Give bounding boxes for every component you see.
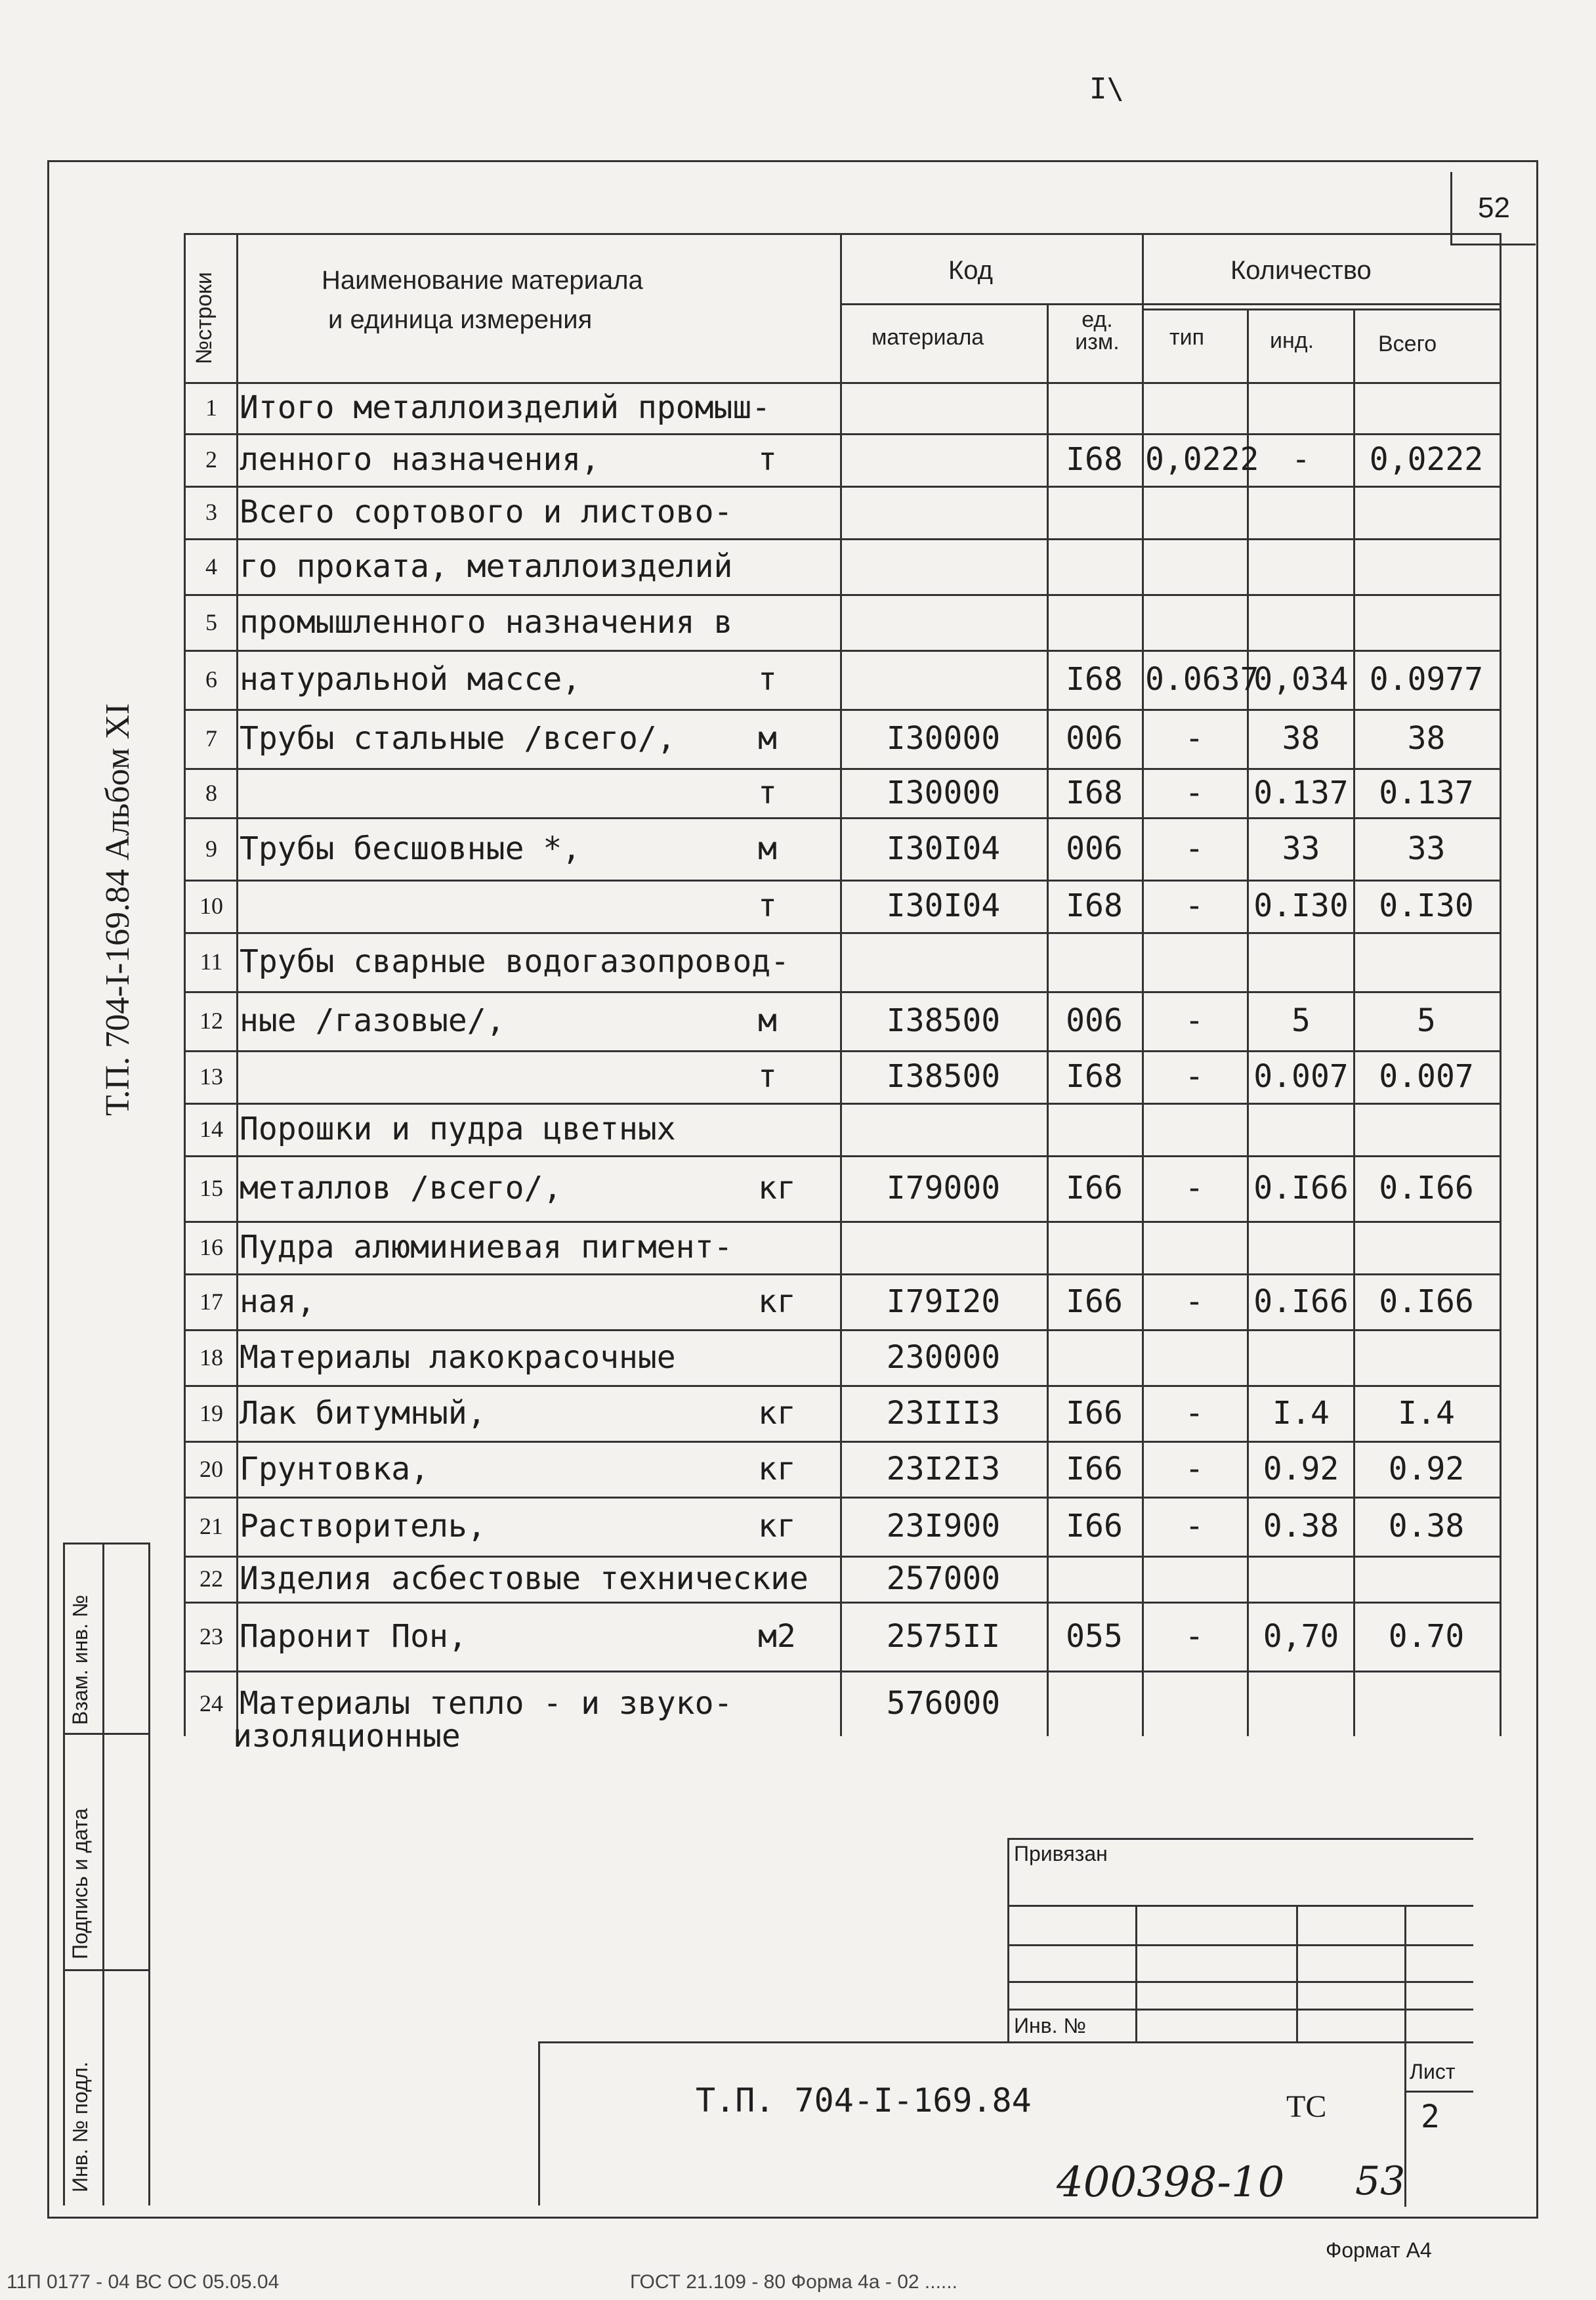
row-name: металлов /всего/, xyxy=(240,1170,562,1206)
row-qty-type: - xyxy=(1185,887,1204,924)
row-code: I79I20 xyxy=(886,1283,1001,1320)
row-qty-ind: 5 xyxy=(1292,1002,1311,1039)
header-quantity: Количество xyxy=(1230,256,1372,285)
row-qty-total: 33 xyxy=(1407,830,1446,867)
row-unit-code: I66 xyxy=(1066,1394,1123,1432)
header-qty-ind: инд. xyxy=(1270,328,1314,353)
row-number: 1 xyxy=(205,394,217,421)
row-number: 8 xyxy=(205,779,217,806)
header-name: Наименование материала xyxy=(322,266,643,295)
stamp-number: 400398-10 xyxy=(1057,2158,1285,2207)
row-number: 18 xyxy=(200,1344,223,1371)
header-qty-total: Всего xyxy=(1378,331,1437,356)
row-qty-type: 0.0637 xyxy=(1145,661,1259,698)
row-number: 5 xyxy=(205,608,217,635)
row-qty-ind: - xyxy=(1292,441,1311,478)
tb-sheet-no: 2 xyxy=(1421,2098,1440,2135)
row-name: промышленного назначения в xyxy=(240,603,733,641)
row-qty-total: 0.I30 xyxy=(1379,887,1474,924)
row-unit-code: 006 xyxy=(1066,830,1123,867)
row-unit-code: I68 xyxy=(1066,661,1123,698)
row-code: I38500 xyxy=(886,1002,1001,1039)
row-name: Растворитель, xyxy=(240,1508,486,1544)
row-qty-total: I.4 xyxy=(1398,1394,1455,1432)
row-qty-ind: 0.I30 xyxy=(1253,887,1349,924)
row-qty-ind: 0.92 xyxy=(1263,1450,1339,1487)
header-row-no: №строки xyxy=(192,272,217,364)
row-unit-code: I68 xyxy=(1066,441,1123,478)
row-number: 14 xyxy=(200,1116,223,1142)
row-code: I30I04 xyxy=(886,830,1001,867)
row-qty-type: - xyxy=(1185,1394,1204,1432)
row-name: Паронит Пон, xyxy=(240,1617,467,1655)
row-unit-code: I68 xyxy=(1066,1058,1123,1095)
row-name: го проката, металлоизделий xyxy=(240,547,733,585)
row-qty-type: 0,0222 xyxy=(1145,441,1259,478)
row-unit: кг xyxy=(758,1508,796,1544)
row-unit: кг xyxy=(758,1450,796,1487)
header-qty-type: тип xyxy=(1169,325,1204,350)
row-unit-code: I66 xyxy=(1066,1508,1123,1544)
row-qty-type: - xyxy=(1185,720,1204,757)
row-name: натуральной массе, xyxy=(240,661,581,698)
row-code: I30000 xyxy=(886,774,1001,811)
row-unit: кг xyxy=(758,1394,796,1432)
row-qty-total: 5 xyxy=(1417,1002,1436,1039)
tb-doc-code: Т.П. 704-I-169.84 xyxy=(696,2081,1032,2119)
row-number: 13 xyxy=(200,1063,223,1090)
row-number: 3 xyxy=(205,499,217,525)
row-qty-ind: 0.38 xyxy=(1263,1508,1339,1544)
row-number: 17 xyxy=(200,1288,223,1315)
row-name: Изделия асбестовые технические xyxy=(240,1560,808,1597)
row-name: Грунтовка, xyxy=(240,1450,429,1487)
format-label: Формат А4 xyxy=(1326,2238,1432,2262)
row-qty-type: - xyxy=(1185,774,1204,811)
row-name: Трубы сварные водогазопровод- xyxy=(240,943,790,980)
row-number: 22 xyxy=(200,1565,223,1592)
row-name: Материалы тепло - и звуко- xyxy=(240,1685,733,1722)
row-code: 257000 xyxy=(886,1560,1001,1597)
row-unit-code: I66 xyxy=(1066,1170,1123,1206)
row-unit: м2 xyxy=(758,1617,796,1655)
row-name: Порошки и пудра цветных xyxy=(240,1111,676,1147)
row-qty-ind: 0.007 xyxy=(1253,1058,1349,1095)
row-name: Лак битумный, xyxy=(240,1394,486,1432)
row-name: ные /газовые/, xyxy=(240,1002,505,1039)
row-code: 230000 xyxy=(886,1338,1001,1376)
row-name: Трубы стальные /всего/, xyxy=(240,720,676,757)
row-unit-code: 006 xyxy=(1066,1002,1123,1039)
row-unit: м xyxy=(758,720,777,757)
row-number: 4 xyxy=(205,553,217,580)
row-qty-total: 0.38 xyxy=(1388,1508,1465,1544)
row-number: 20 xyxy=(200,1455,223,1482)
row-qty-type: - xyxy=(1185,830,1204,867)
row-qty-ind: 0,70 xyxy=(1263,1617,1339,1655)
row-unit: м xyxy=(758,830,777,867)
row-name: ная, xyxy=(240,1283,316,1320)
row-qty-total: 0.I66 xyxy=(1379,1170,1474,1206)
header-name-2: и единица измерения xyxy=(328,305,593,334)
row-qty-type: - xyxy=(1185,1508,1204,1544)
stamp-podpis: Подпись и дата xyxy=(68,1808,92,1959)
row-qty-ind: 0.I66 xyxy=(1253,1283,1349,1320)
row-number: 24 xyxy=(200,1690,223,1716)
row-number: 21 xyxy=(200,1513,223,1539)
row-qty-total: 0.137 xyxy=(1379,774,1474,811)
row-qty-type: - xyxy=(1185,1617,1204,1655)
row-unit: т xyxy=(758,774,777,811)
row-name: Пудра алюминиевая пигмент- xyxy=(240,1229,733,1266)
row-code: 23III3 xyxy=(886,1394,1001,1432)
row-number: 6 xyxy=(205,666,217,692)
row-unit-code: I66 xyxy=(1066,1283,1123,1320)
row-qty-ind: 0.137 xyxy=(1253,774,1349,811)
row-qty-type: - xyxy=(1185,1058,1204,1095)
header-code: Код xyxy=(948,256,994,285)
row-number: 19 xyxy=(200,1399,223,1426)
row-qty-type: - xyxy=(1185,1170,1204,1206)
row-unit: т xyxy=(758,887,777,924)
row-qty-type: - xyxy=(1185,1002,1204,1039)
row-unit-code: 006 xyxy=(1066,720,1123,757)
row-number: 2 xyxy=(205,446,217,473)
row-number: 12 xyxy=(200,1008,223,1034)
row-unit: т xyxy=(758,1058,777,1095)
row-unit: кг xyxy=(758,1283,796,1320)
row-unit: м xyxy=(758,1002,777,1039)
row-qty-total: 0.70 xyxy=(1388,1617,1465,1655)
row-qty-total: 0.92 xyxy=(1388,1450,1465,1487)
row-qty-ind: I.4 xyxy=(1272,1394,1330,1432)
footer-center: ГОСТ 21.109 - 80 Форма 4а - 02 ...... xyxy=(630,2271,957,2293)
row-unit-code: I68 xyxy=(1066,887,1123,924)
tb-mark: ТС xyxy=(1286,2089,1327,2124)
row-code: I30000 xyxy=(886,720,1001,757)
row-unit: кг xyxy=(758,1170,796,1206)
row-qty-total: 0.I66 xyxy=(1379,1283,1474,1320)
row-number: 10 xyxy=(200,893,223,919)
row-code: 23I2I3 xyxy=(886,1450,1001,1487)
row-qty-ind: 0,034 xyxy=(1253,661,1349,698)
row-name: Итого металлоизделий промыш- xyxy=(240,389,771,426)
row-number: 15 xyxy=(200,1175,223,1201)
row-qty-type: - xyxy=(1185,1450,1204,1487)
row-code: I79000 xyxy=(886,1170,1001,1206)
row-name: Трубы бесшовные *, xyxy=(240,830,581,867)
row-number: 9 xyxy=(205,835,217,862)
header-code-material: материала xyxy=(872,325,984,350)
row-unit: т xyxy=(758,441,777,478)
row-code: I30I04 xyxy=(886,887,1001,924)
row-qty-ind: 38 xyxy=(1282,720,1320,757)
row-qty-type: - xyxy=(1185,1283,1204,1320)
row-number: 16 xyxy=(200,1234,223,1260)
row-code: 2575II xyxy=(886,1617,1001,1655)
row-qty-total: 38 xyxy=(1407,720,1446,757)
row-unit-code: I68 xyxy=(1066,774,1123,811)
row-qty-ind: 0.I66 xyxy=(1253,1170,1349,1206)
tb-inv-no: Инв. № xyxy=(1014,2014,1086,2037)
row-code: 576000 xyxy=(886,1685,1001,1722)
row-unit-code: I66 xyxy=(1066,1450,1123,1487)
row-number: 11 xyxy=(200,948,223,975)
header-code-unit: ед. изм. xyxy=(1075,307,1120,354)
row-name: Всего сортового и листово- xyxy=(240,494,733,530)
row-unit: т xyxy=(758,661,777,698)
row-qty-ind: 33 xyxy=(1282,830,1320,867)
row-number: 7 xyxy=(205,725,217,752)
row-code: 23I900 xyxy=(886,1508,1001,1544)
handwritten-page: 53 xyxy=(1355,2158,1406,2204)
page-number: 52 xyxy=(1450,172,1536,245)
row-qty-total: 0.007 xyxy=(1379,1058,1474,1095)
tb-privyazan: Привязан xyxy=(1014,1842,1108,1865)
row-qty-total: 0,0222 xyxy=(1369,441,1484,478)
row-qty-total: 0.0977 xyxy=(1369,661,1484,698)
row-code: I38500 xyxy=(886,1058,1001,1095)
stamp-inv-podl: Инв. № подл. xyxy=(68,2061,92,2192)
row-24-continuation: изоляционные xyxy=(233,1718,461,1755)
row-name: ленного назначения, xyxy=(240,441,600,478)
row-unit-code: 055 xyxy=(1066,1617,1123,1655)
row-name: Материалы лакокрасочные xyxy=(240,1338,676,1376)
stamp-vzam: Взам. инв. № xyxy=(68,1594,92,1725)
footer-left: 11П 0177 - 04 ВС ОС 05.05.04 xyxy=(7,2271,280,2293)
album-title: Т.П. 704-I-169.84 Альбом XI xyxy=(99,703,136,1116)
row-number: 23 xyxy=(200,1623,223,1650)
tb-sheet-label: Лист xyxy=(1410,2060,1456,2083)
header-mark: I\ xyxy=(1089,72,1124,106)
